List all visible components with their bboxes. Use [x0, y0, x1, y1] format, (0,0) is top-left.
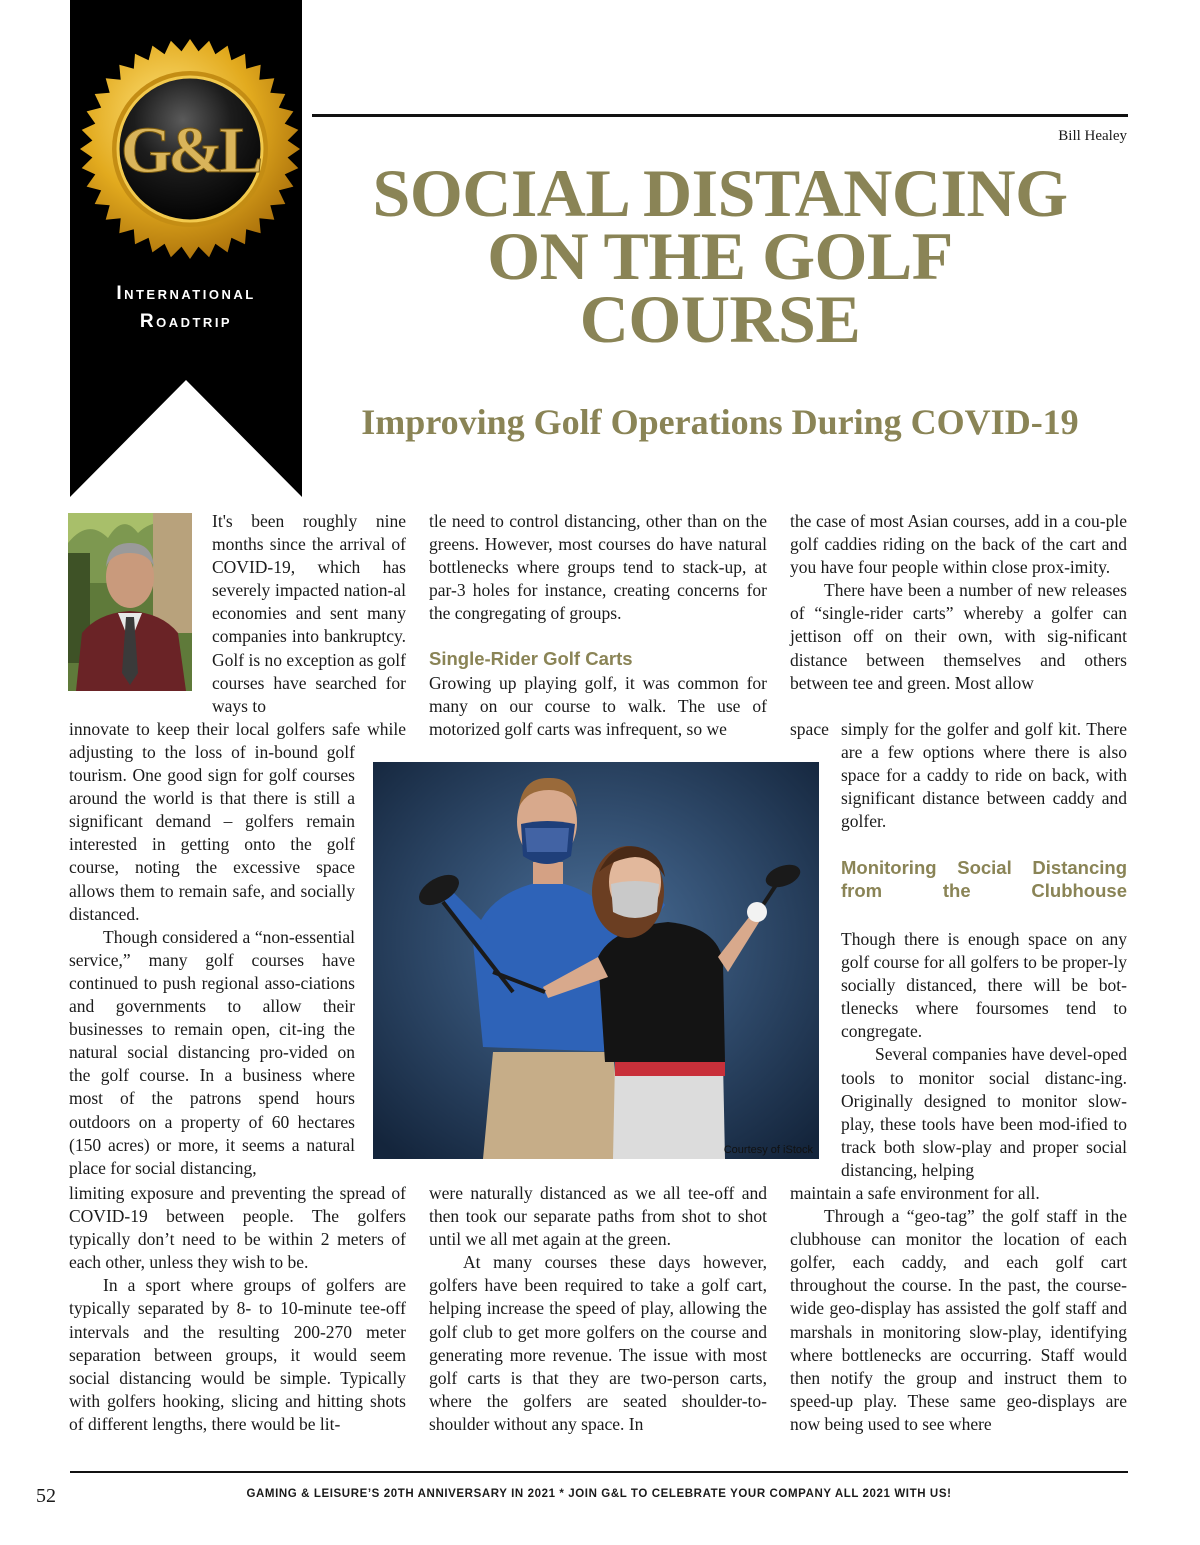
- paragraph: There have been a number of new releases of “single-rider carts” whereby a golfer can jettison off on their own, with sig-nificant distance between themselves and others between tee and green. Most allow: [790, 580, 1127, 693]
- section-heading: Single-Rider Golf Carts: [429, 648, 633, 669]
- author-photo: [68, 513, 192, 691]
- paragraph: Several companies have devel-oped tools to monitor social distanc-ing. Originally designed to monitor slow-play, these tools have been mod-ified to track both slow-play and proper social distancing, helping: [841, 1044, 1127, 1180]
- footer-banner-text: GAMING & LEISURE’S 20TH ANNIVERSARY IN 2021 * JOIN G&L TO CELEBRATE YOUR COMPANY ALL 2021 WITH US!: [246, 1488, 952, 1500]
- section-label-line2: Roadtrip: [139, 311, 233, 332]
- headline-line2: ON THE GOLF: [487, 218, 953, 294]
- page-number: 52: [36, 1485, 56, 1507]
- paragraph: were naturally distanced as we all tee-off and then took our separate paths from shot to shot until we all met again at the green.: [429, 1183, 767, 1250]
- col2-top-text: [429, 510, 767, 625]
- paragraph: Though there is enough space on any golf course for all golfers to be proper-ly socially distanced, there will be bot-tlenecks where foursomes tend to congregate.: [841, 929, 1127, 1042]
- photo-credit: Courtesy of iStock: [723, 1144, 813, 1156]
- headline: [312, 155, 1128, 357]
- col3-top-text: [790, 510, 1127, 695]
- author-byline: Bill Healey: [1058, 128, 1127, 144]
- subheadline: Improving Golf Operations During COVID-19: [361, 402, 1079, 442]
- col1-wrap-text: [212, 510, 406, 718]
- headline-line3: COURSE: [579, 281, 861, 357]
- golfers-photo: [373, 762, 819, 1159]
- paragraph: In a sport where groups of golfers are typically separated by 8- to 10-minute tee-off intervals and the resulting 200-270 meter separation between groups, it would seem social distancing would be simple. Typically with golfers hooking, slicing and hitting shots of different lengths, there would be lit-: [69, 1275, 406, 1434]
- col3-space-word: space: [790, 719, 829, 739]
- paragraph: innovate to keep their local golfers safe while: [69, 719, 406, 739]
- col3-bottom-text: [790, 1182, 1127, 1436]
- paragraph: simply for the golfer and golf kit. There are a few options where there is also space for a caddy to ride on back, with significant distance between caddy and golfer.: [841, 719, 1127, 832]
- paragraph: limiting exposure and preventing the spread of COVID-19 between people. The golfers typically don’t need to be within 2 meters of each other, unless they wish to be.: [69, 1183, 406, 1273]
- paragraph: Though considered a “non-essential service,” many golf courses have continued to push regional asso-ciations and governments to allow their businesses to remain open, cit-ing the natural social distancing pro-vided on the golf course. In a business where most of the patrons spend hours outdoors on a property of 60 hectares (150 acres) or more, it seems a natural place for social distancing,: [69, 926, 355, 1178]
- col1-bottom-text: [69, 1182, 406, 1436]
- col2-mid-text: [429, 672, 767, 741]
- paragraph: It's been roughly nine months since the arrival of COVID-19, which has severely impacted nation-al economies and sent many companies into bankruptcy. Golf is no exception as golf courses have searched for ways to: [212, 511, 406, 716]
- section-label-line1: International: [116, 283, 256, 304]
- paragraph: Growing up playing golf, it was common for many on our course to walk. The use of motorized golf carts was infrequent, so we: [429, 673, 767, 740]
- section-heading: Monitoring Social Distancing from the Clubhouse: [841, 857, 1127, 901]
- gl-logo-seal: [79, 38, 301, 260]
- col3-narrow-text-2: [841, 928, 1127, 1182]
- headline-line1: SOCIAL DISTANCING: [372, 155, 1068, 231]
- logo-text: G&L: [120, 114, 260, 187]
- paragraph: At many courses these days however, golfers have been required to take a golf cart, helping increase the speed of play, allowing the golf club to get more golfers on the course and generating more revenue. The issue with most golf carts is that they are two-person carts, where the golfers are seated shoulder-to-shoulder without any space. In: [429, 1252, 767, 1434]
- col1-full-line: [69, 718, 406, 741]
- col3-narrow-text: [841, 718, 1127, 833]
- paragraph: the case of most Asian courses, add in a cou-ple golf caddies riding on the back of the cart and you have four people within close prox-imity.: [790, 511, 1127, 578]
- top-rule: [312, 114, 1128, 117]
- paragraph: tle need to control distancing, other than on the greens. However, most courses do have natural bottlenecks where groups tend to stack-up, at par-3 holes for instance, creating concerns for the congregating of groups.: [429, 511, 767, 624]
- paragraph: Through a “geo-tag” the golf staff in the clubhouse can monitor the location of each golfer, each caddy, and each golf cart throughout the course. In the past, the course-wide geo-display has assisted the golf staff and marshals in monitoring slow-play, identifying where bottlenecks are occurring. Staff would then notify the group and instruct them to speed-up play. These same geo-displays are now being used to see where: [790, 1206, 1127, 1434]
- bottom-rule: [70, 1471, 1128, 1473]
- paragraph: maintain a safe environment for all.: [790, 1183, 1040, 1203]
- paragraph: adjusting to the loss of in-bound golf tourism. One good sign for golf courses around the world is that there is still a significant demand – golfers remain interested in getting onto the golf course, noting the excessive space allows them to remain safe, and socially distanced.: [69, 742, 355, 924]
- col1-narrow-text: [69, 741, 355, 1180]
- col2-bottom-text: [429, 1182, 767, 1436]
- section-label: [70, 280, 302, 336]
